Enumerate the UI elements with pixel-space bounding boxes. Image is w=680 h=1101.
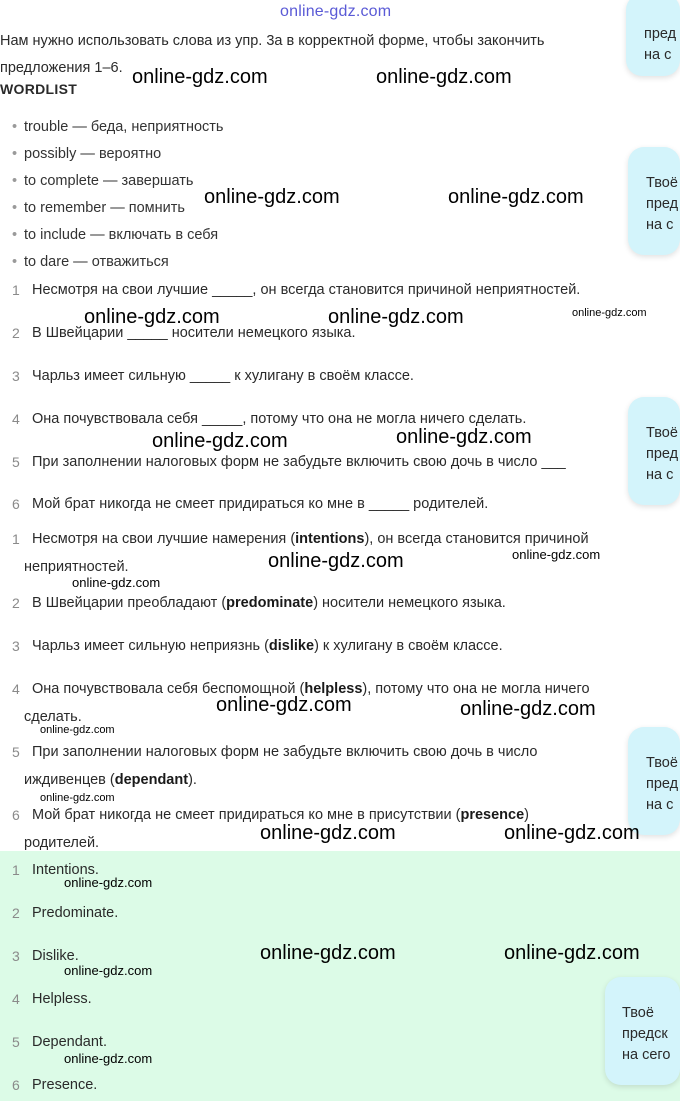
answer-word: predominate xyxy=(226,595,314,611)
site-header xyxy=(0,0,680,24)
wordlist-item: • to remember — помнить xyxy=(12,195,223,222)
answer-row: 1 Intentions. xyxy=(12,862,99,878)
task-row: 3 Чарльз имеет сильную _____ к хулигану в своём классе. xyxy=(12,368,414,384)
watermark: online-gdz.com xyxy=(572,307,647,319)
side-card[interactable]: Твоё пред на с xyxy=(628,397,680,505)
watermark: online-gdz.com xyxy=(64,875,153,890)
watermark: online-gdz.com xyxy=(216,694,352,716)
watermark: online-gdz.com xyxy=(376,66,512,88)
answer-row: 5 Dependant. xyxy=(12,1034,107,1050)
side-card[interactable]: Твоё пред на с xyxy=(628,727,680,835)
filled-row: 6 Мой брат никогда не смеет придираться ко мне в присутствии (presence) родителей. xyxy=(12,807,530,851)
wordlist-item: • to dare — отважиться xyxy=(12,249,223,276)
task-row: 4 Она почувствовала себя _____, потому что она не могла ничего сделать. xyxy=(12,411,527,427)
watermark: online-gdz.com xyxy=(64,1051,153,1066)
filled-row: 2 В Швейцарии преобладают (predominate) носители немецкого языка. xyxy=(12,595,506,611)
filled-row: 1 Несмотря на свои лучшие намерения (intentions), он всегда становится причиной неприятностей. xyxy=(12,531,589,575)
wordlist-item: • to complete — завершать xyxy=(12,168,223,195)
filled-row: 5 При заполнении налоговых форм не забудьте включить свою дочь в число иждивенцев (dependant). xyxy=(12,744,538,788)
watermark: online-gdz.com xyxy=(84,306,220,328)
watermark: online-gdz.com xyxy=(460,698,596,720)
filled-row: 3 Чарльз имеет сильную неприязнь (dislike) к хулигану в своём классе. xyxy=(12,638,503,654)
bullet-icon: • xyxy=(12,146,18,162)
task-row: 1 Несмотря на свои лучшие _____, он всегда становится причиной неприятностей. xyxy=(12,282,581,298)
watermark: online-gdz.com xyxy=(260,822,396,844)
answer-word: presence xyxy=(460,807,525,823)
answer-word: intentions xyxy=(295,531,365,547)
task-row: 5 При заполнении налоговых форм не забудьте включить свою дочь в число ___ xyxy=(12,454,566,470)
watermark: online-gdz.com xyxy=(504,942,640,964)
wordlist-item: • possibly — вероятно xyxy=(12,141,223,168)
answer-word: dislike xyxy=(268,638,315,654)
wordlist-title: WORDLIST xyxy=(0,81,78,97)
answer-row: 3 Dislike. xyxy=(12,948,79,964)
watermark: online-gdz.com xyxy=(396,426,532,448)
site-logo[interactable]: online-gdz.com xyxy=(280,3,392,20)
watermark: online-gdz.com xyxy=(152,430,288,452)
watermark: online-gdz.com xyxy=(132,66,268,88)
watermark: online-gdz.com xyxy=(72,575,161,590)
filled-row: 4 Она почувствовала себя беспомощной (helpless), потому что она не могла ничего сделать. xyxy=(12,681,590,725)
watermark: online-gdz.com xyxy=(448,186,584,208)
intro-text: Нам нужно использовать слова из упр. 3а в корректной форме, чтобы закончить предложения 1–6. xyxy=(0,33,545,76)
wordlist-item: • to include — включать в себя xyxy=(12,222,223,249)
answer-row: 6 Presence. xyxy=(12,1077,98,1093)
answer-row: 2 Predominate. xyxy=(12,905,119,921)
bullet-icon: • xyxy=(12,254,18,270)
watermark: online-gdz.com xyxy=(204,186,340,208)
watermark: online-gdz.com xyxy=(504,822,640,844)
side-card[interactable]: Твоё предск на сего xyxy=(605,977,680,1085)
answer-row: 4 Helpless. xyxy=(12,991,92,1007)
task-row: 6 Мой брат никогда не смеет придираться ко мне в _____ родителей. xyxy=(12,496,489,512)
task-row: 2 В Швейцарии _____ носители немецкого языка. xyxy=(12,325,356,341)
bullet-icon: • xyxy=(12,173,18,189)
side-card[interactable]: пред на с xyxy=(626,0,680,76)
bullet-icon: • xyxy=(12,119,18,135)
side-card[interactable]: Твоё пред на с xyxy=(628,147,680,255)
answer-word: dependant xyxy=(114,772,189,788)
watermark: online-gdz.com xyxy=(64,963,153,978)
bullet-icon: • xyxy=(12,227,18,243)
watermark: online-gdz.com xyxy=(260,942,396,964)
answer-word: helpless xyxy=(304,681,363,697)
wordlist-item: • trouble — беда, неприятность xyxy=(12,114,223,141)
bullet-icon: • xyxy=(12,200,18,216)
watermark: online-gdz.com xyxy=(268,550,404,572)
watermark: online-gdz.com xyxy=(328,306,464,328)
watermark: online-gdz.com xyxy=(512,547,601,562)
watermark: online-gdz.com xyxy=(40,724,115,736)
wordlist xyxy=(12,114,223,276)
watermark: online-gdz.com xyxy=(40,792,115,804)
